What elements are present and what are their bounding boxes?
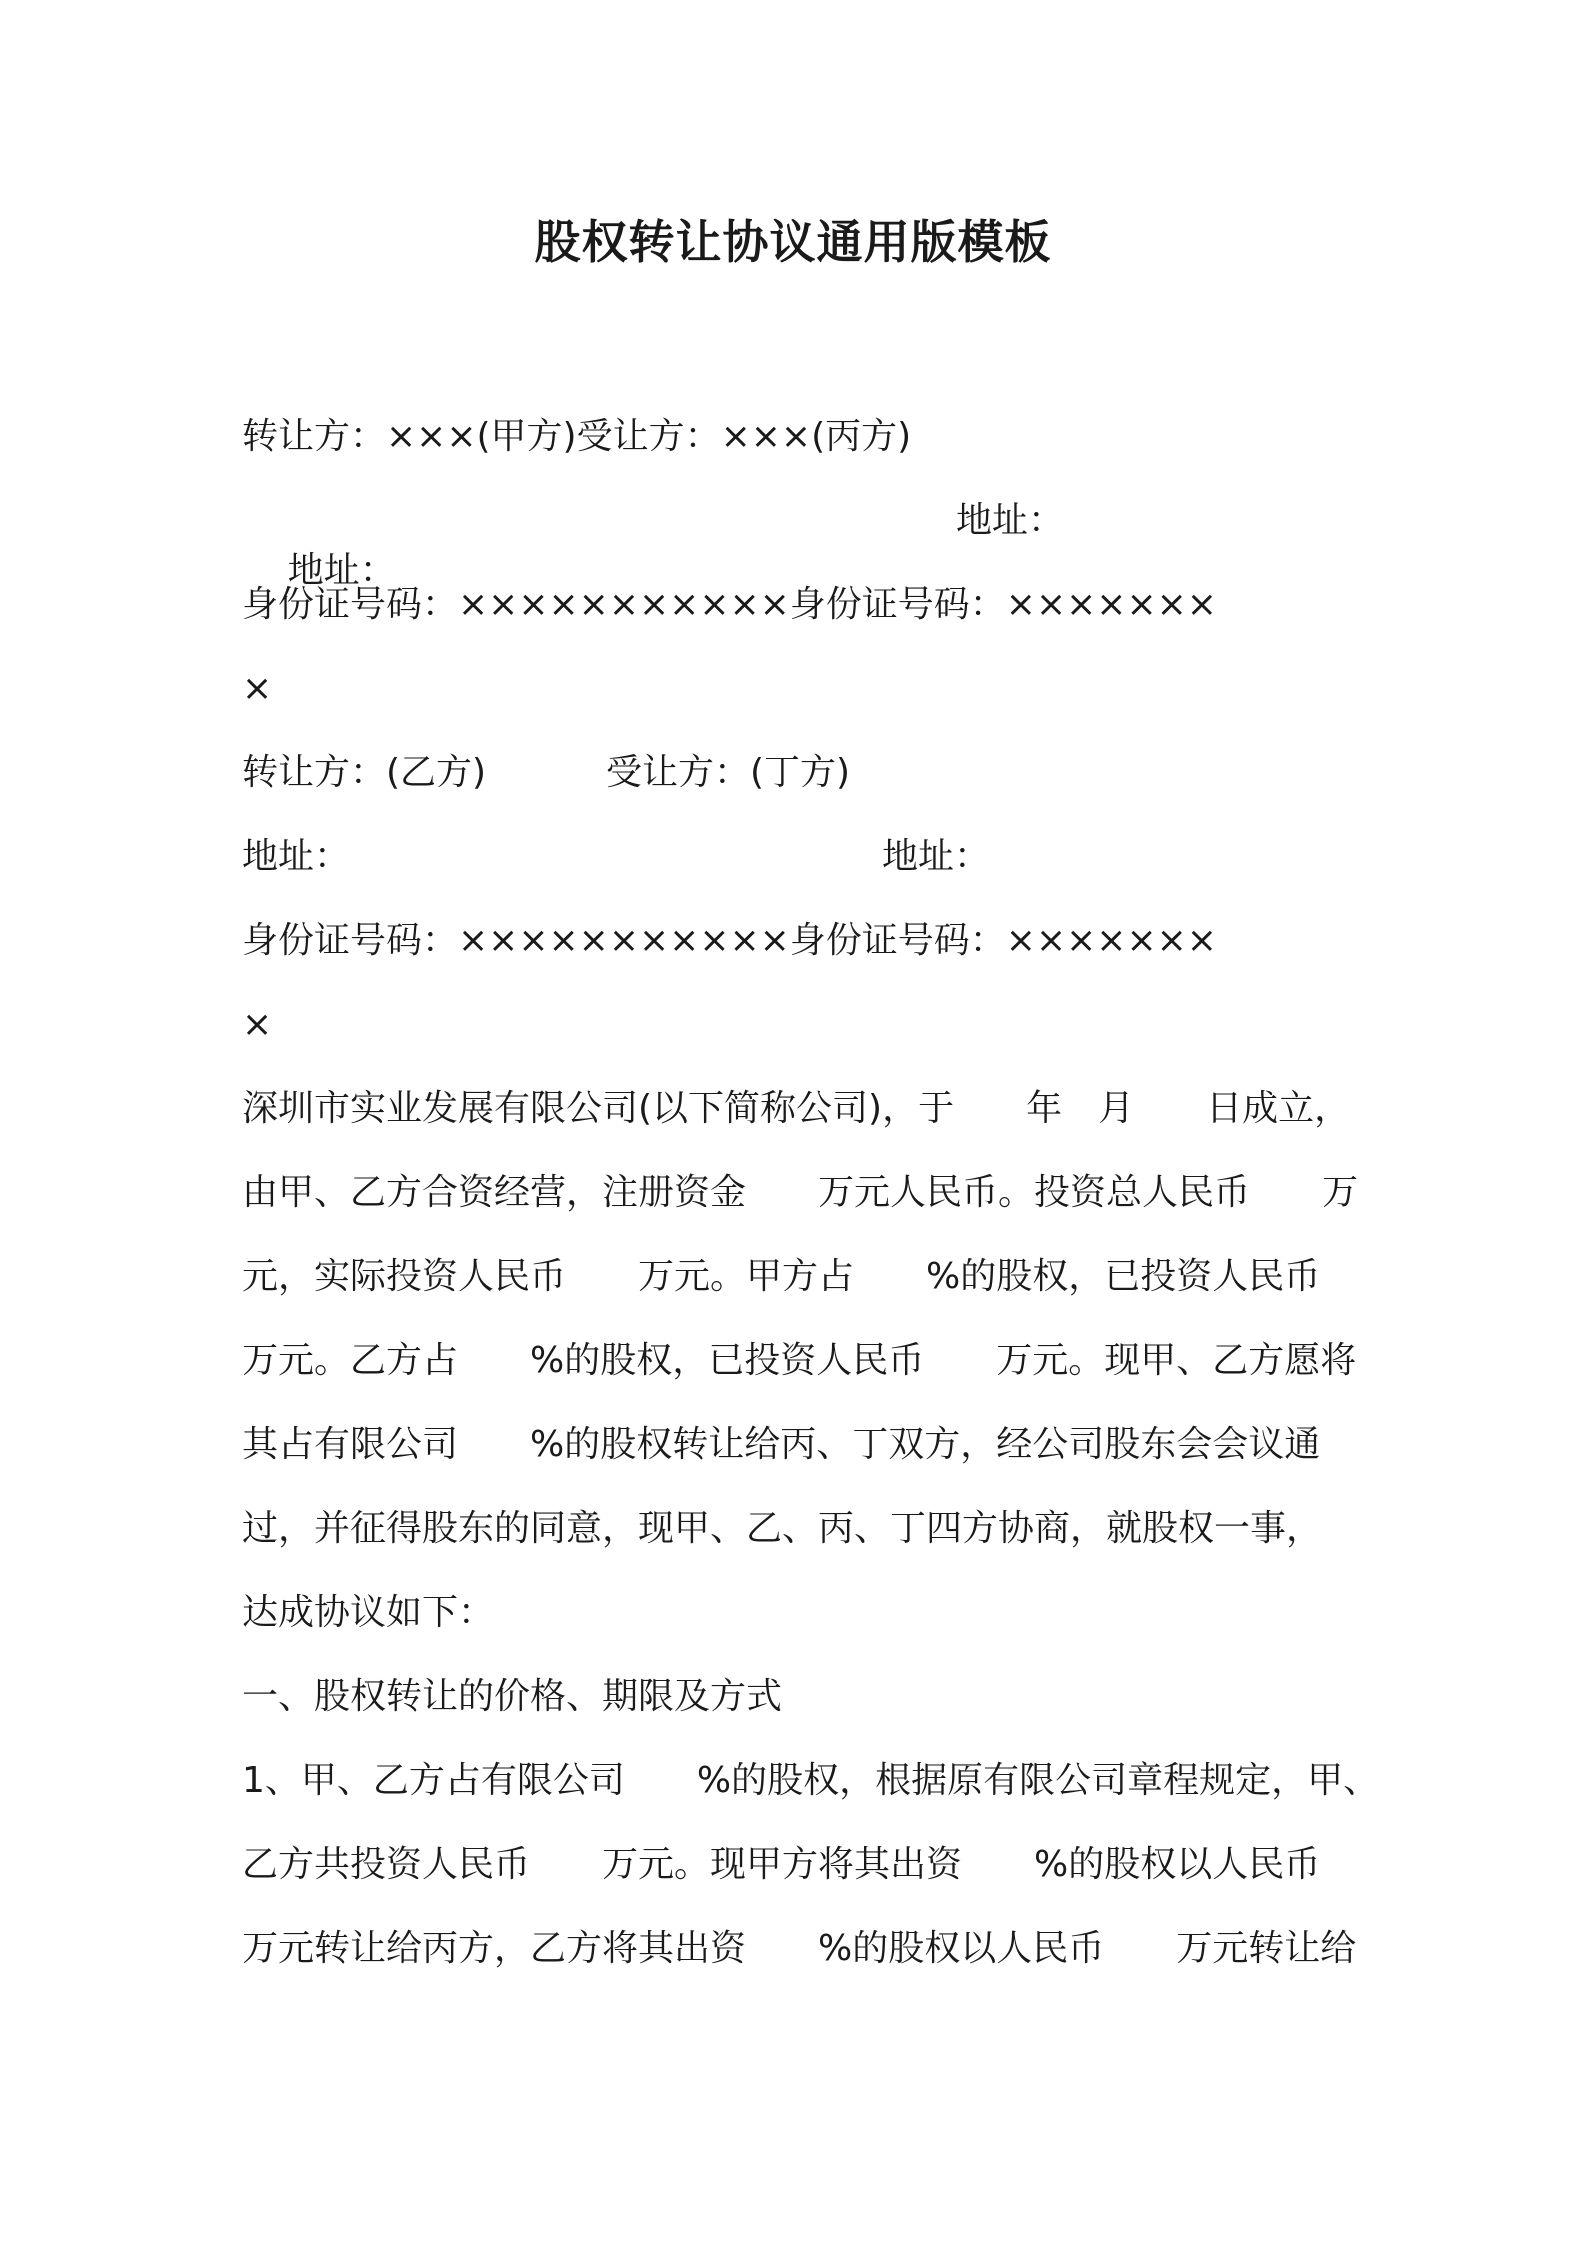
section-line: 万元转让给丙方，乙方将其出资 %的股权以人民币 万元转让给	[242, 1928, 1357, 1969]
body-line: 万元。乙方占 %的股权，已投资人民币 万元。现甲、乙方愿将	[242, 1340, 1357, 1381]
id-number-line-a-cont: ×	[242, 668, 273, 709]
id-number-line-a: 身份证号码：×××××××××××身份证号码：×××××××	[242, 584, 1217, 625]
section-heading: 一、股权转让的价格、期限及方式	[242, 1676, 783, 1717]
body-line: 过，并征得股东的同意，现甲、乙、丙、丁四方协商，就股权一事，	[242, 1508, 1323, 1549]
address-line-b-right: 地址：	[882, 836, 991, 877]
body-line: 由甲、乙方合资经营，注册资金 万元人民币。投资总人民币 万	[242, 1172, 1359, 1213]
party-line-transferor-a: 转让方：×××(甲方)受让方：×××(丙方)	[242, 416, 912, 457]
section-line: 乙方共投资人民币 万元。现甲方将其出资 %的股权以人民币	[242, 1844, 1321, 1885]
section-line: 1、甲、乙方占有限公司 %的股权，根据原有限公司章程规定，甲、	[242, 1760, 1380, 1801]
document-title: 股权转让协议通用版模板	[534, 215, 1052, 269]
party-line-transferor-b: 转让方：(乙方)	[242, 752, 487, 793]
address-label-left: 地址：	[287, 550, 396, 591]
body-line: 深圳市实业发展有限公司(以下简称公司)，于 年 月 日成立，	[242, 1088, 1351, 1129]
id-number-line-b: 身份证号码：×××××××××××身份证号码：×××××××	[242, 920, 1217, 961]
address-line-b-left: 地址：	[242, 836, 351, 877]
body-line: 达成协议如下：	[242, 1592, 495, 1633]
address-label-right: 地址：	[956, 500, 1065, 541]
party-line-transferee-d: 受让方：(丁方)	[606, 752, 851, 793]
id-number-line-b-cont: ×	[242, 1004, 273, 1045]
body-line: 其占有限公司 %的股权转让给丙、丁双方，经公司股东会会议通	[242, 1424, 1321, 1465]
body-line: 元，实际投资人民币 万元。甲方占 %的股权，已投资人民币	[242, 1256, 1321, 1297]
